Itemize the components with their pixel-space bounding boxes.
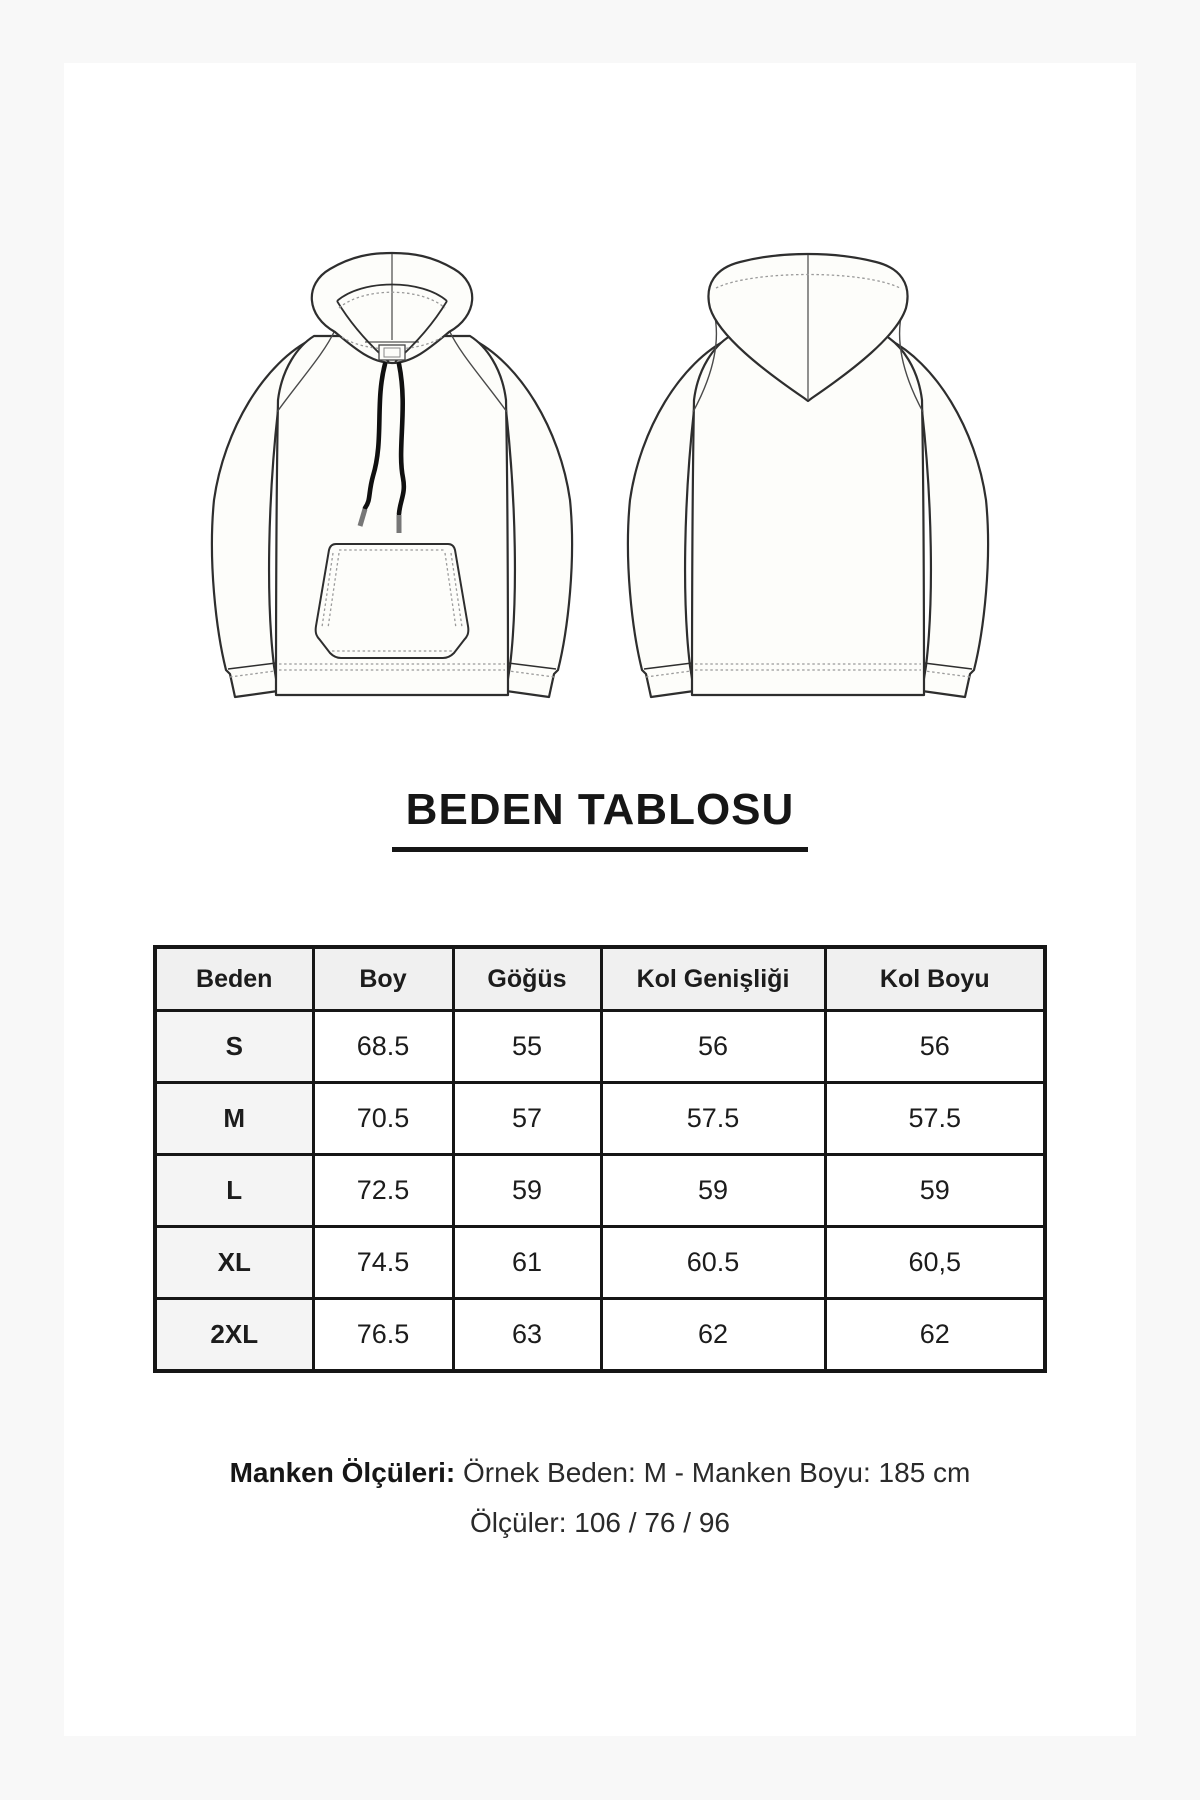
model-measurements — [64, 1457, 1136, 1539]
size-cell: L — [155, 1155, 313, 1227]
col-header-gogus: Göğüs — [453, 947, 601, 1011]
size-cell: 2XL — [155, 1299, 313, 1372]
col-header-beden: Beden — [155, 947, 313, 1011]
value-cell: 68.5 — [313, 1011, 453, 1083]
value-cell: 59 — [825, 1155, 1045, 1227]
size-chart-card — [64, 63, 1136, 1736]
size-cell: M — [155, 1083, 313, 1155]
col-header-boy: Boy — [313, 947, 453, 1011]
model-measurements-text: Örnek Beden: M - Manken Boyu: 185 cm — [463, 1457, 971, 1488]
value-cell: 55 — [453, 1011, 601, 1083]
value-cell: 60,5 — [825, 1227, 1045, 1299]
page-title: BEDEN TABLOSU — [392, 785, 809, 852]
value-cell: 60.5 — [601, 1227, 825, 1299]
model-measurements-line — [64, 1457, 1136, 1489]
model-measurements-label: Manken Ölçüleri: — [229, 1457, 456, 1488]
value-cell: 72.5 — [313, 1155, 453, 1227]
value-cell: 57.5 — [601, 1083, 825, 1155]
value-cell: 56 — [601, 1011, 825, 1083]
size-table — [153, 945, 1047, 1373]
value-cell: 70.5 — [313, 1083, 453, 1155]
table-header-row — [155, 947, 1045, 1011]
col-header-kol-genisligi: Kol Genişliği — [601, 947, 825, 1011]
value-cell: 62 — [825, 1299, 1045, 1372]
value-cell: 56 — [825, 1011, 1045, 1083]
value-cell: 57.5 — [825, 1083, 1045, 1155]
table-row-m — [155, 1083, 1045, 1155]
size-cell: S — [155, 1011, 313, 1083]
hoodie-back-drawing — [618, 250, 998, 710]
neck-label — [379, 345, 405, 360]
table-row-l — [155, 1155, 1045, 1227]
value-cell: 63 — [453, 1299, 601, 1372]
value-cell: 62 — [601, 1299, 825, 1372]
value-cell: 59 — [601, 1155, 825, 1227]
table-row-s — [155, 1011, 1045, 1083]
size-cell: XL — [155, 1227, 313, 1299]
value-cell: 74.5 — [313, 1227, 453, 1299]
value-cell: 61 — [453, 1227, 601, 1299]
value-cell: 76.5 — [313, 1299, 453, 1372]
table-row-xl — [155, 1227, 1045, 1299]
model-sizes-text: Ölçüler: 106 / 76 / 96 — [470, 1507, 730, 1538]
hoodie-front-drawing — [202, 250, 582, 710]
col-header-kol-boyu: Kol Boyu — [825, 947, 1045, 1011]
hoodie-drawings — [64, 63, 1136, 710]
kangaroo-pocket — [316, 544, 469, 658]
value-cell: 59 — [453, 1155, 601, 1227]
value-cell: 57 — [453, 1083, 601, 1155]
table-row-2xl — [155, 1299, 1045, 1372]
